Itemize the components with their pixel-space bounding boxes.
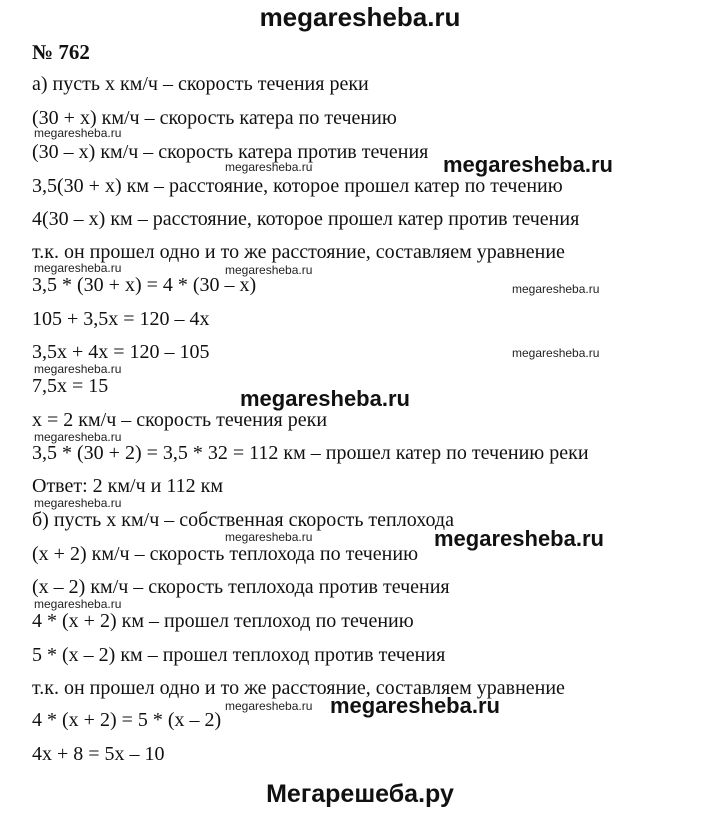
watermark-small: megaresheba.ru (225, 160, 313, 174)
equation-line: 7,5х = 15 (32, 375, 109, 397)
solution-line: (х – 2) км/ч – скорость теплохода против течения (32, 576, 450, 598)
equation-line: 3,5х + 4х = 120 – 105 (32, 341, 210, 363)
watermark-small: megaresheba.ru (34, 362, 122, 376)
equation-line: 3,5 * (30 + х) = 4 * (30 – х) (32, 274, 257, 296)
solution-line: х = 2 км/ч – скорость течения реки (32, 409, 328, 431)
solution-line: (30 – х) км/ч – скорость катера против течения (32, 141, 429, 163)
solution-line: 5 * (х – 2) км – прошел теплоход против течения (32, 644, 446, 666)
watermark-small: megaresheba.ru (512, 282, 600, 296)
watermark-large: megaresheba.ru (443, 152, 613, 177)
solution-line: (30 + х) км/ч – скорость катера по течению (32, 107, 397, 129)
solution-line: 3,5 * (30 + 2) = 3,5 * 32 = 112 км – прошел катер по течению реки (32, 442, 589, 464)
solution-line: (х + 2) км/ч – скорость теплохода по течению (32, 543, 419, 565)
solution-line: 3,5(30 + х) км – расстояние, которое прошел катер по течению (32, 175, 563, 197)
watermark-large: megaresheba.ru (434, 526, 604, 551)
watermark-small: megaresheba.ru (34, 496, 122, 510)
watermark-large: megaresheba.ru (330, 693, 500, 718)
equation-line: 4х + 8 = 5х – 10 (32, 743, 165, 765)
watermark-small: megaresheba.ru (34, 430, 122, 444)
solution-line: 4(30 – х) км – расстояние, которое прошел катер против течения (32, 208, 580, 230)
watermark-small: megaresheba.ru (34, 126, 122, 140)
watermark-small: megaresheba.ru (34, 597, 122, 611)
solution-line: т.к. он прошел одно и то же расстояние, составляем уравнение (32, 677, 565, 699)
watermark-small: megaresheba.ru (225, 530, 313, 544)
solution-line: т.к. он прошел одно и то же расстояние, составляем уравнение (32, 241, 565, 263)
solution-line: 4 * (х + 2) км – прошел теплоход по течению (32, 610, 414, 632)
watermark-small: megaresheba.ru (34, 261, 122, 275)
site-footer-watermark: Мегарешеба.ру (266, 780, 454, 808)
solution-line: б) пусть х км/ч – собственная скорость теплохода (32, 509, 454, 531)
equation-line: 105 + 3,5х = 120 – 4х (32, 308, 210, 330)
watermark-small: megaresheba.ru (512, 346, 600, 360)
answer-line: Ответ: 2 км/ч и 112 км (32, 475, 224, 497)
site-header-watermark: megaresheba.ru (259, 2, 461, 32)
watermark-small: megaresheba.ru (225, 263, 313, 277)
problem-number: № 762 (32, 40, 90, 64)
equation-line: 4 * (х + 2) = 5 * (х – 2) (32, 709, 222, 731)
solution-line: а) пусть х км/ч – скорость течения реки (32, 73, 369, 95)
watermark-small: megaresheba.ru (225, 699, 313, 713)
watermark-large: megaresheba.ru (240, 386, 410, 411)
